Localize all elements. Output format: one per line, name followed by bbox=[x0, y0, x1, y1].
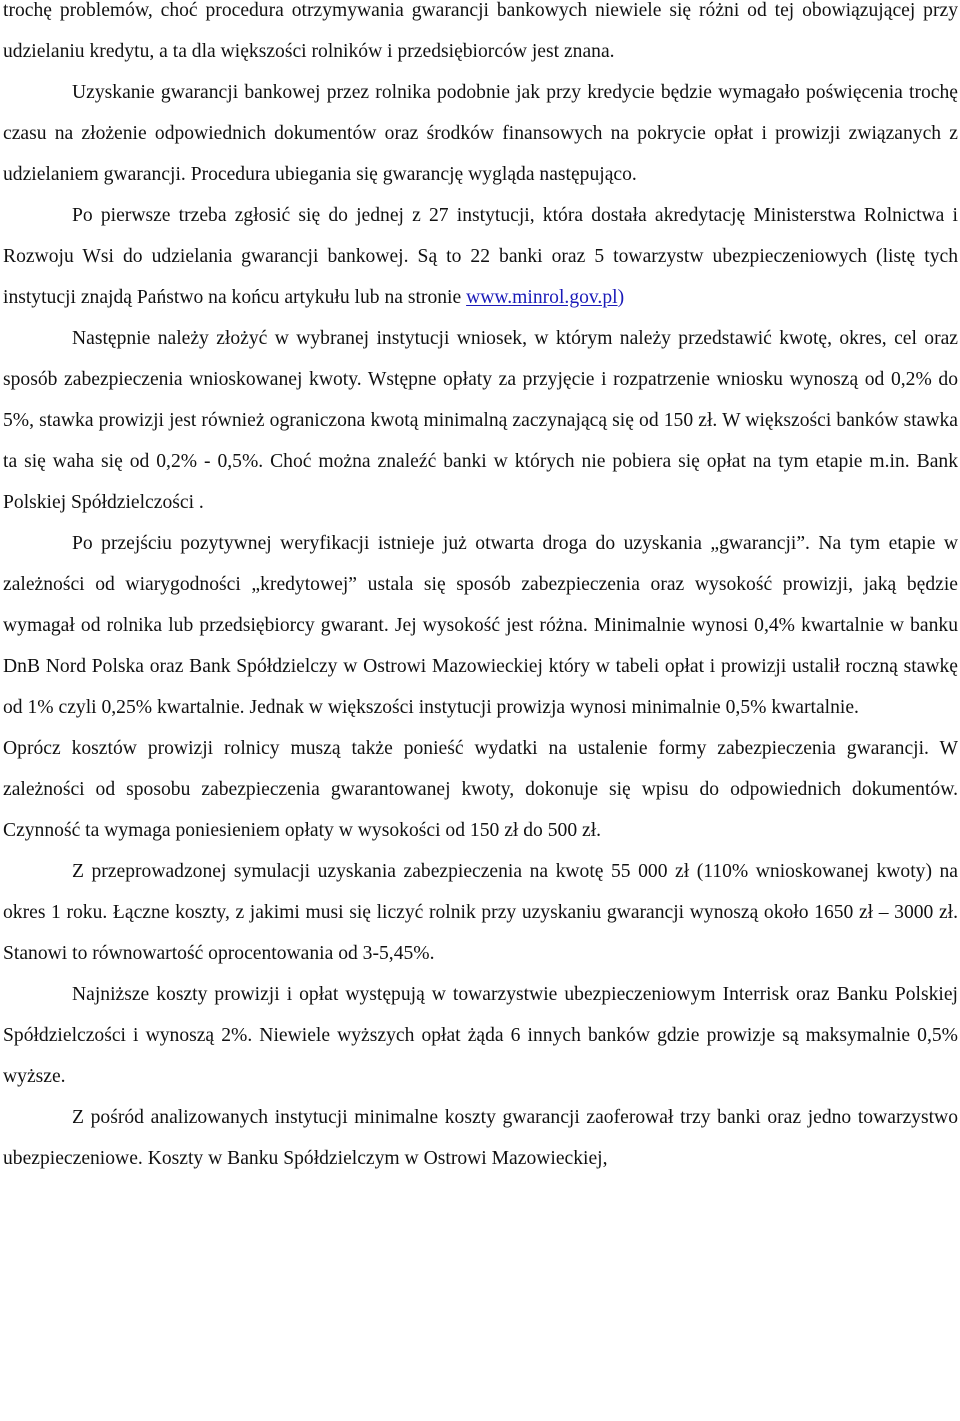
ministry-website-link[interactable]: www.minrol.gov.pl bbox=[466, 287, 618, 308]
paragraph-simulation: Z przeprowadzonej symulacji uzyskania zabezpieczenia na kwotę 55 000 zł (110% wnioskowanej kwoty) na okres 1 roku. Łączne koszty, z jakimi musi się liczyć rolnik przy uzyskaniu gwarancji wynoszą około 1650 zł – 3000 zł. Stanowi to równowartość oprocentowania od 3-5,45%. bbox=[3, 861, 958, 964]
link-closing-paren: ) bbox=[617, 287, 625, 308]
paragraph-lowest-costs: Najniższe koszty prowizji i opłat występują w towarzystwie ubezpieczeniowym Interrisk oraz Banku Polskiej Spółdzielczości i wynoszą 2%. Niewiele wyższych opłat żąda 6 innych banków gdzie prowizje są maksymalnie 0,5% wyższe. bbox=[3, 984, 958, 1087]
paragraph-collateral-costs: Oprócz kosztów prowizji rolnicy muszą także ponieść wydatki na ustalenie formy zabezpieczenia gwarancji. W zależności od sposobu zabezpieczenia gwarantowanej kwoty, dokonuje się wpisu do odpowiednich dokumentów. Czynność ta wymaga poniesieniem opłaty w wysokości od 150 zł do 500 zł. bbox=[3, 738, 958, 841]
paragraph-continuation: trochę problemów, choć procedura otrzymywania gwarancji bankowych niewiele się różni od tej obowiązującej przy udzielaniu kredytu, a ta dla większości rolników i przedsiębiorców jest znana. bbox=[3, 0, 958, 62]
paragraph-step-two: Następnie należy złożyć w wybranej instytucji wniosek, w którym należy przedstawić kwotę, okres, cel oraz sposób zabezpieczenia wnioskowanej kwoty. Wstępne opłaty za przyjęcie i rozpatrzenie wniosku wynoszą od 0,2% do 5%, stawka prowizji jest również ograniczona kwotą minimalną zaczynającą się od 150 zł. W większości banków stawka ta się waha się od 0,2% - 0,5%. Choć można znaleźć banki w których nie pobiera się opłat na tym etapie m.in. Bank Polskiej Spółdzielczości . bbox=[3, 328, 958, 513]
paragraph-verification: Po przejściu pozytywnej weryfikacji istnieje już otwarta droga do uzyskania „gwarancji”. Na tym etapie w zależności od wiarygodności „kredytowej” ustala się sposób zabezpieczenia oraz wysokość prowizji, jaką będzie wymagał od rolnika lub przedsiębiorcy gwarant. Jej wysokość jest różna. Minimalnie wynosi 0,4% kwartalnie w banku DnB Nord Polska oraz Bank Spółdzielczy w Ostrowi Mazowieckiej który w tabeli opłat i prowizji ustalił roczną stawkę od 1% czyli 0,25% kwartalnie. Jednak w większości instytucji prowizja wynosi minimalnie 0,5% kwartalnie. bbox=[3, 533, 958, 718]
paragraph-analyzed-institutions: Z pośród analizowanych instytucji minimalne koszty gwarancji zaoferował trzy banki oraz jedno towarzystwo ubezpieczeniowe. Koszty w Banku Spółdzielczym w Ostrowi Mazowieckiej, bbox=[3, 1107, 958, 1169]
paragraph-step-one-text: Po pierwsze trzeba zgłosić się do jednej z 27 instytucji, która dostała akredytację Ministerstwa Rolnictwa i Rozwoju Wsi do udzielania gwarancji bankowej. Są to 22 banki oraz 5 towarzystw ubezpieczeniowych (listę tych instytucji znajdą Państwo na końcu artykułu lub na stronie bbox=[3, 205, 958, 308]
paragraph-step-one bbox=[3, 195, 958, 318]
paragraph-bank-guarantee-intro: Uzyskanie gwarancji bankowej przez rolnika podobnie jak przy kredycie będzie wymagało poświęcenia trochę czasu na złożenie odpowiednich dokumentów oraz środków finansowych na pokrycie opłat i prowizji związanych z udzielaniem gwarancji. Procedura ubiegania się gwarancję wygląda następująco. bbox=[3, 82, 958, 185]
document-page bbox=[3, 0, 958, 1179]
